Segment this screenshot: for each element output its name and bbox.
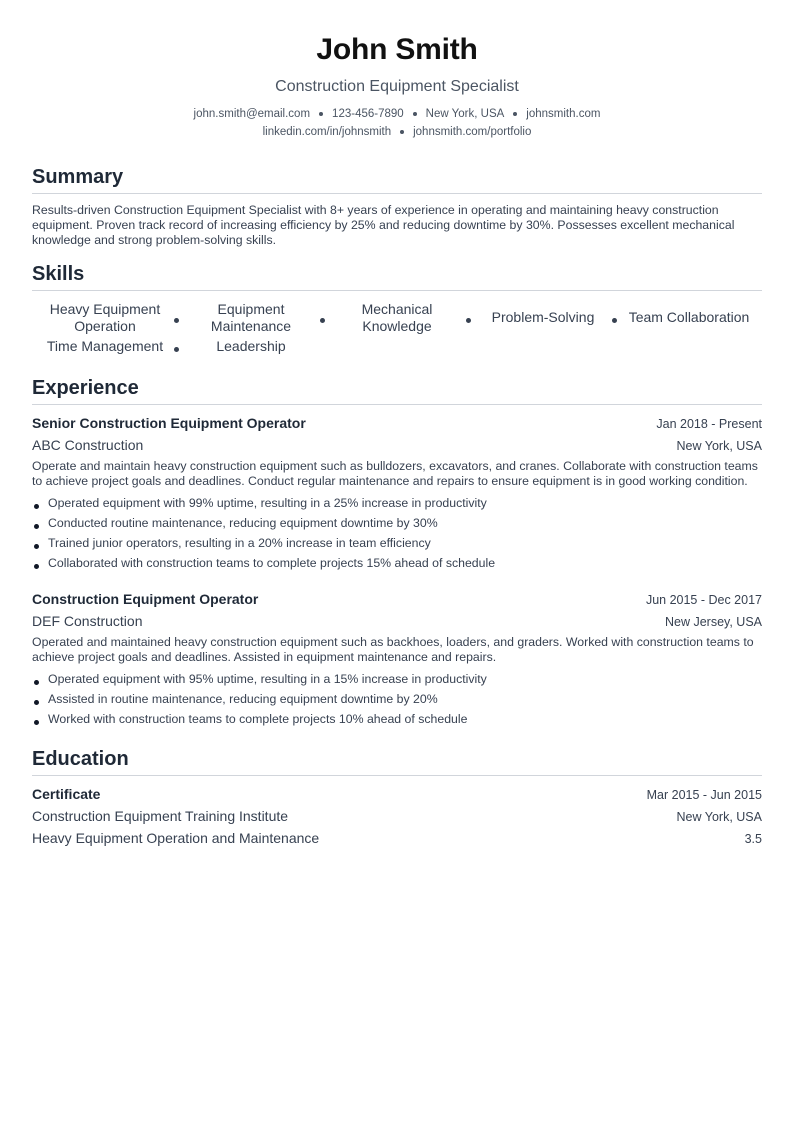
list-item: Trained junior operators, resulting in a 20% increase in team efficiency [32,533,762,553]
list-item: Operated equipment with 95% uptime, resulting in a 15% increase in productivity [32,669,762,689]
job-description: Operate and maintain heavy construction equipment such as bulldozers, excavators, and cranes. Collaborate with construction teams to achieve project goals and deadlines. Conduct regular maintenance and repairs to ensure equipment is in good working condition. [32,459,758,488]
contact-phone[interactable]: 123-456-7890 [332,108,404,120]
contact-email[interactable]: john.smith@email.com [193,108,311,120]
experience-heading: Experience [32,376,762,405]
education-section [32,747,762,850]
separator-dot-icon [413,112,417,116]
skill-item: Team Collaboration [628,309,750,325]
field-of-study: Heavy Equipment Operation and Maintenance [32,830,320,846]
list-item: Worked with construction teams to complete projects 10% ahead of schedule [32,709,762,729]
job-entry [32,589,762,729]
separator-dot-icon [513,112,517,116]
skills-heading: Skills [32,262,762,291]
education-entry [32,784,762,850]
summary-text: Results-driven Construction Equipment Specialist with 8+ years of experience in operating and maintaining heavy construction equipment. Proven track record of increasing efficiency by 25% and reducing downtime by 30%. Possesses excellent mechanical knowledge and strong problem-solving skills. [32,203,735,247]
skill-item: Equipment Maintenance [178,299,324,336]
job-dates: Jan 2018 - Present [656,417,762,431]
job-location: New York, USA [676,439,762,453]
skills-section [32,262,762,357]
education-location: New York, USA [676,810,762,824]
job-description: Operated and maintained heavy construction equipment such as backhoes, loaders, and graders. Worked with construction teams to achieve project goals and deadlines. Assisted in equipment maintenance and repairs. [32,635,754,664]
job-achievements [32,493,762,573]
job-title: Senior Construction Equipment Operator [32,415,306,431]
job-dates: Jun 2015 - Dec 2017 [645,593,762,607]
gpa: 3.5 [744,832,762,846]
experience-section [32,376,762,729]
job-achievements [32,669,762,729]
contact-linkedin[interactable]: linkedin.com/in/johnsmith [262,126,392,138]
institution: Construction Equipment Training Institute [32,808,289,824]
resume-header [32,0,762,141]
summary-heading: Summary [32,165,762,194]
summary-section [32,165,762,248]
candidate-title: Construction Equipment Specialist [275,78,519,95]
separator-dot-icon [400,130,404,134]
separator-dot-icon [319,112,323,116]
contact-website[interactable]: johnsmith.com [526,108,601,120]
job-entry [32,413,762,573]
skill-item: Leadership [216,338,286,354]
contact-line-1 [32,105,762,123]
education-heading: Education [32,747,762,776]
contact-portfolio[interactable]: johnsmith.com/portfolio [413,126,532,138]
skills-grid [32,299,762,357]
skill-item: Mechanical Knowledge [324,299,470,336]
list-item: Operated equipment with 99% uptime, resulting in a 25% increase in productivity [32,493,762,513]
education-dates: Mar 2015 - Jun 2015 [646,788,762,802]
skill-item: Heavy Equipment Operation [32,299,178,336]
skill-item: Problem-Solving [470,299,616,336]
contact-location: New York, USA [425,108,505,120]
candidate-name: John Smith [316,33,478,66]
job-title: Construction Equipment Operator [32,591,259,607]
job-location: New Jersey, USA [664,615,762,629]
contact-line-2 [32,123,762,141]
job-company: DEF Construction [32,613,143,629]
skill-item: Time Management [32,336,178,357]
list-item: Collaborated with construction teams to complete projects 15% ahead of schedule [32,553,762,573]
list-item: Assisted in routine maintenance, reducing equipment downtime by 20% [32,689,762,709]
job-company: ABC Construction [32,437,144,453]
degree: Certificate [32,786,101,802]
list-item: Conducted routine maintenance, reducing equipment downtime by 30% [32,513,762,533]
